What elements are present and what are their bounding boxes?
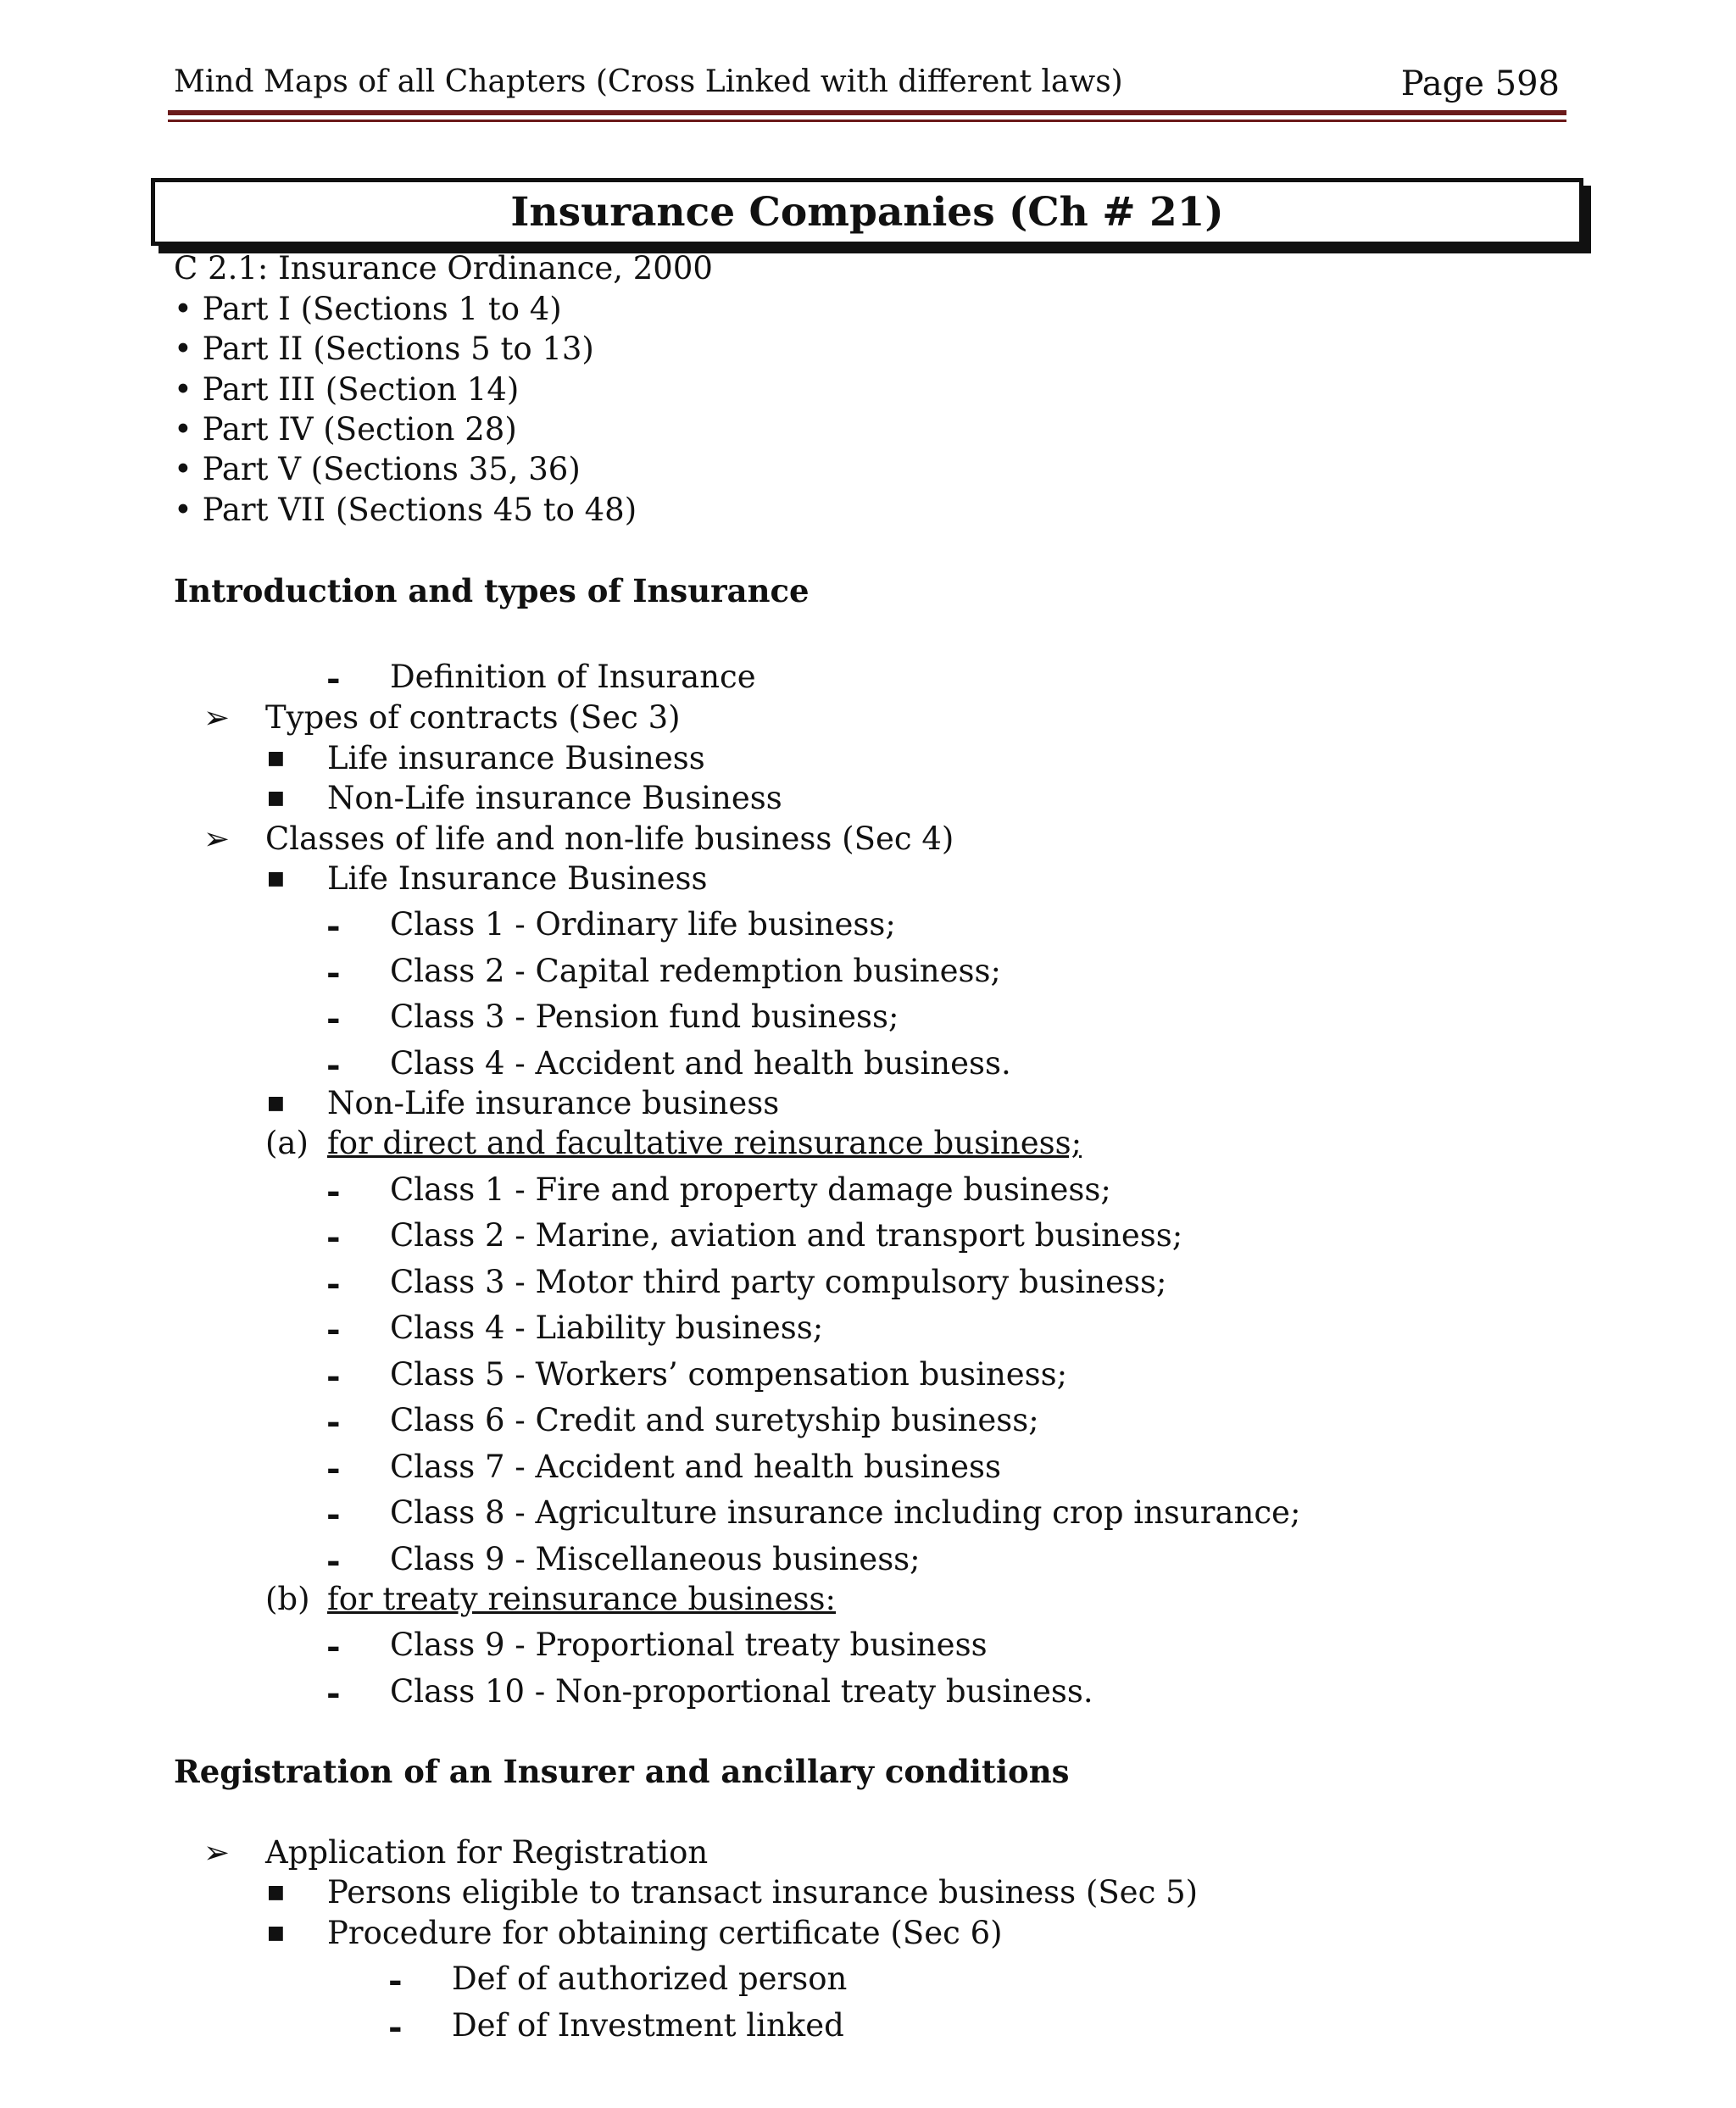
header-title: Mind Maps of all Chapters (Cross Linked with different laws) bbox=[174, 64, 1123, 99]
treaty-class-item: Class 9 - Proportional treaty business bbox=[390, 1627, 988, 1663]
classes-heading: Classes of life and non-life business (Sec 4) bbox=[265, 820, 954, 857]
dash-bullet-icon: - bbox=[326, 1494, 341, 1534]
arrow-bullet-icon: ➢ bbox=[203, 820, 231, 857]
square-bullet-icon: ■ bbox=[267, 1922, 285, 1944]
dash-bullet-icon: - bbox=[326, 906, 341, 946]
section-heading-introduction: Introduction and types of Insurance bbox=[174, 572, 810, 609]
part-item: • Part III (Section 14) bbox=[174, 371, 520, 408]
nonlife-class-item: Class 6 - Credit and suretyship business; bbox=[390, 1402, 1039, 1438]
part-item: • Part IV (Section 28) bbox=[174, 411, 517, 448]
dash-bullet-icon: - bbox=[326, 1217, 341, 1257]
arrow-bullet-icon: ➢ bbox=[203, 699, 231, 736]
definition-item: Def of Investment linked bbox=[452, 2007, 844, 2044]
nonlife-class-item: Class 2 - Marine, aviation and transport business; bbox=[390, 1217, 1183, 1254]
part-item: • Part I (Sections 1 to 4) bbox=[174, 291, 562, 327]
ordinance-title: C 2.1: Insurance Ordinance, 2000 bbox=[174, 250, 713, 286]
dash-bullet-icon: - bbox=[326, 1310, 341, 1349]
life-class-item: Class 2 - Capital redemption business; bbox=[390, 953, 1001, 989]
arrow-bullet-icon: ➢ bbox=[203, 1834, 231, 1871]
dash-bullet-icon: - bbox=[326, 1541, 341, 1581]
part-item: • Part V (Sections 35, 36) bbox=[174, 451, 581, 487]
dash-bullet-icon: - bbox=[326, 998, 341, 1038]
square-bullet-icon: ■ bbox=[267, 1093, 285, 1114]
header-rule-thick bbox=[168, 110, 1566, 115]
contract-type-item: Life insurance Business bbox=[327, 740, 705, 776]
square-bullet-icon: ■ bbox=[267, 787, 285, 809]
direct-facultative-label: for direct and facultative reinsurance business; bbox=[327, 1125, 1082, 1161]
treaty-reinsurance-label: for treaty reinsurance business: bbox=[327, 1581, 836, 1617]
life-business-label: Life Insurance Business bbox=[327, 860, 708, 897]
page-header bbox=[174, 64, 1560, 105]
dash-bullet-icon: - bbox=[326, 659, 341, 698]
dash-bullet-icon: - bbox=[326, 1673, 341, 1713]
life-class-item: Class 4 - Accident and health business. bbox=[390, 1045, 1011, 1082]
nonlife-class-item: Class 3 - Motor third party compulsory business; bbox=[390, 1264, 1167, 1300]
dash-bullet-icon: - bbox=[326, 1402, 341, 1442]
dash-bullet-icon: - bbox=[326, 1264, 341, 1304]
nonlife-class-item: Class 9 - Miscellaneous business; bbox=[390, 1541, 921, 1577]
dash-bullet-icon: - bbox=[326, 1045, 341, 1085]
nonlife-class-item: Class 7 - Accident and health business bbox=[390, 1449, 1001, 1485]
treaty-class-item: Class 10 - Non-proportional treaty business. bbox=[390, 1673, 1093, 1710]
dash-bullet-icon: - bbox=[326, 953, 341, 993]
header-rule-thin bbox=[168, 120, 1566, 122]
page-number: Page 598 bbox=[1400, 64, 1560, 103]
definition-item: Def of authorized person bbox=[452, 1961, 848, 1997]
square-bullet-icon: ■ bbox=[267, 868, 285, 889]
nonlife-class-item: Class 4 - Liability business; bbox=[390, 1310, 824, 1346]
square-bullet-icon: ■ bbox=[267, 748, 285, 769]
subsection-marker-b: (b) bbox=[265, 1581, 310, 1617]
contract-type-item: Non-Life insurance Business bbox=[327, 780, 782, 816]
application-for-registration: Application for Registration bbox=[265, 1834, 709, 1871]
part-item: • Part II (Sections 5 to 13) bbox=[174, 331, 594, 367]
definition-item: Definition of Insurance bbox=[390, 659, 756, 695]
dash-bullet-icon: - bbox=[326, 1171, 341, 1211]
nonlife-class-item: Class 8 - Agriculture insurance including crop insurance; bbox=[390, 1494, 1301, 1531]
part-item: • Part VII (Sections 45 to 48) bbox=[174, 492, 637, 528]
subsection-marker-a: (a) bbox=[265, 1125, 309, 1161]
dash-bullet-icon: - bbox=[326, 1627, 341, 1666]
nonlife-class-item: Class 1 - Fire and property damage business; bbox=[390, 1171, 1111, 1208]
types-of-contracts: Types of contracts (Sec 3) bbox=[265, 699, 681, 736]
square-bullet-icon: ■ bbox=[267, 1882, 285, 1903]
nonlife-business-label: Non-Life insurance business bbox=[327, 1085, 780, 1121]
nonlife-class-item: Class 5 - Workers’ compensation business; bbox=[390, 1356, 1068, 1393]
section-heading-registration: Registration of an Insurer and ancillary conditions bbox=[174, 1753, 1070, 1790]
life-class-item: Class 3 - Pension fund business; bbox=[390, 998, 899, 1035]
life-class-item: Class 1 - Ordinary life business; bbox=[390, 906, 896, 943]
registration-item: Procedure for obtaining certificate (Sec 6) bbox=[327, 1915, 1003, 1951]
dash-bullet-icon: - bbox=[388, 1961, 403, 2000]
dash-bullet-icon: - bbox=[388, 2007, 403, 2047]
registration-item: Persons eligible to transact insurance business (Sec 5) bbox=[327, 1874, 1199, 1911]
dash-bullet-icon: - bbox=[326, 1356, 341, 1396]
chapter-title: Insurance Companies (Ch # 21) bbox=[151, 178, 1583, 246]
dash-bullet-icon: - bbox=[326, 1449, 341, 1488]
